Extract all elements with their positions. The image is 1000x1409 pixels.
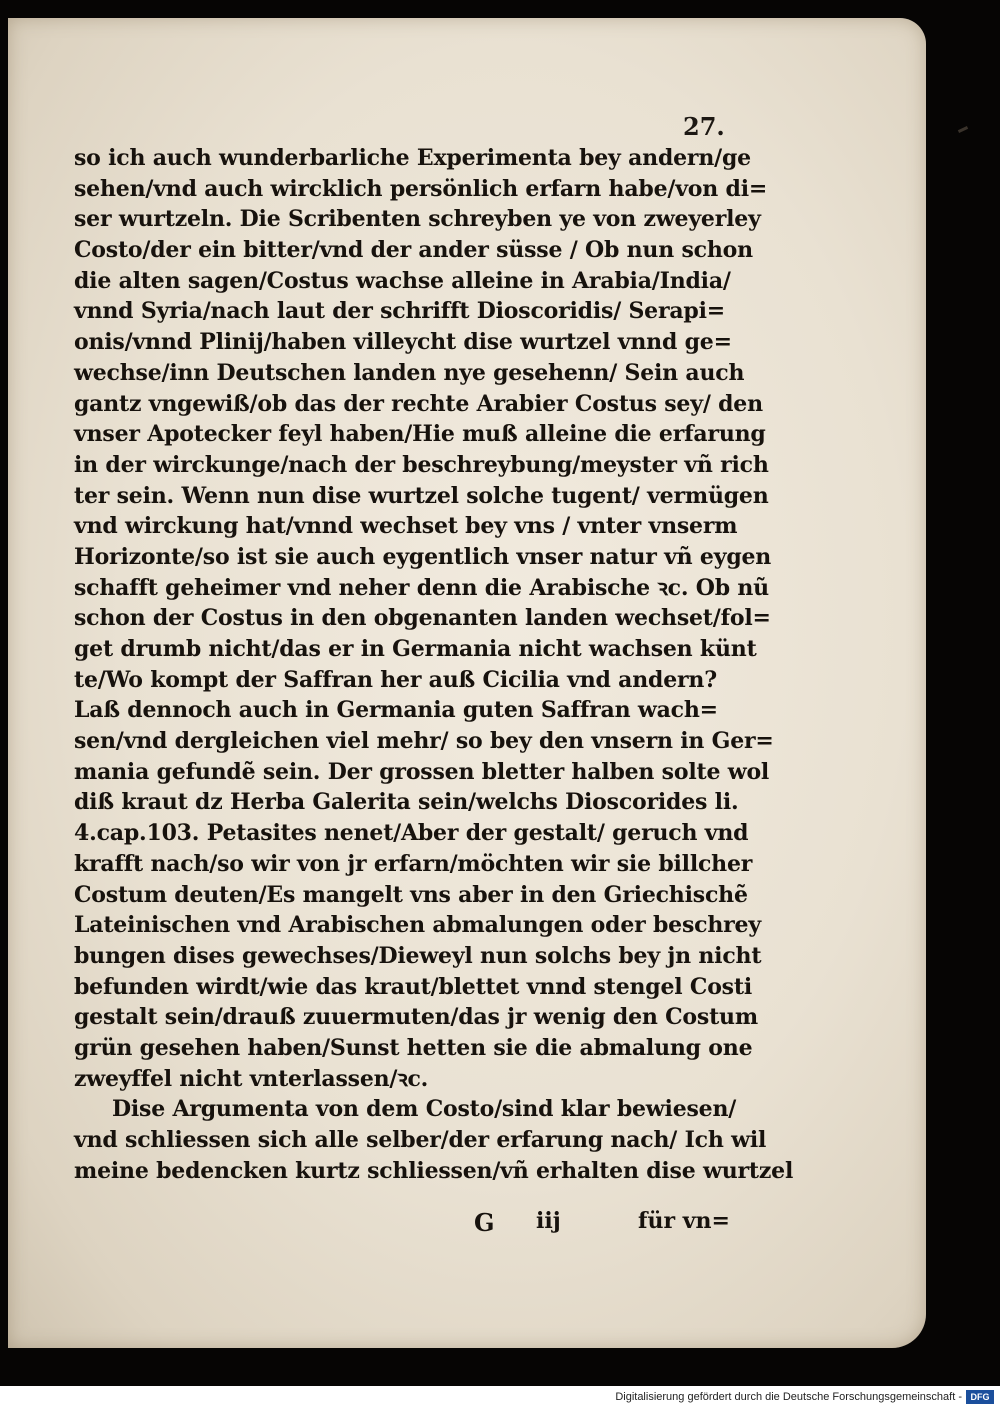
text-line: vnser Apotecker feyl haben/Hie muß alleine die erfarung (74, 421, 766, 448)
text-line: Costo/der ein bitter/vnd der ander süsse / Ob nun schon (74, 237, 753, 264)
text-line: 4.cap.103. Petasites nenet/Aber der gestalt/ geruch vnd (74, 820, 749, 847)
text-line: Dise Argumenta von dem Costo/sind klar bewiesen/ (112, 1096, 737, 1123)
text-line: Laß dennoch auch in Germania guten Saffran wach= (74, 697, 718, 724)
signature-letter: G (474, 1208, 495, 1237)
catchword: für vn= (638, 1208, 730, 1234)
text-line: krafft nach/so wir von jr erfarn/möchten wir sie billcher (74, 850, 753, 877)
text-line: sehen/vnd auch wircklich persönlich erfarn habe/von di= (74, 175, 768, 202)
text-line: die alten sagen/Costus wachse alleine in Arabia/India/ (74, 267, 731, 294)
dfg-logo: DFG (966, 1390, 994, 1404)
text-line: Horizonte/so ist sie auch eygentlich vnser natur vñ eygen (74, 543, 772, 570)
text-line: bungen dises gewechses/Dieweyl nun solchs bey jn nicht (74, 942, 762, 969)
text-line: gantz vngewiß/ob das der rechte Arabier Costus sey/ den (74, 390, 763, 417)
text-line: in der wirckunge/nach der beschreybung/meyster vñ rich (74, 451, 769, 478)
book-page (8, 18, 926, 1348)
text-line: Lateinischen vnd Arabischen abmalungen oder beschrey (74, 912, 761, 939)
text-line: sen/vnd dergleichen viel mehr/ so bey den vnsern in Ger= (74, 728, 774, 755)
text-line: grün gesehen haben/Sunst hetten sie die abmalung one (74, 1034, 753, 1061)
body-text (74, 143, 794, 1186)
text-line: schon der Costus in den obgenanten landen wechset/fol= (74, 605, 771, 632)
page-number: 27. (683, 112, 725, 141)
text-line: schafft geheimer vnd neher denn die Arabische ꝛc. Ob nũ (74, 574, 769, 601)
text-line: vnnd Syria/nach laut der schrifft Dioscoridis/ Serapi= (74, 298, 725, 325)
ink-mark (958, 126, 968, 133)
text-line: get drumb nicht/das er in Germania nicht wachsen künt (74, 636, 757, 662)
text-line: wechse/inn Deutschen landen nye gesehenn/ Sein auch (74, 359, 745, 386)
text-line: zweyffel nicht vnterlassen/ꝛc. (74, 1065, 429, 1092)
signature-number: iij (536, 1208, 561, 1234)
text-line: ter sein. Wenn nun dise wurtzel solche tugent/ vermügen (74, 482, 769, 509)
text-line: onis/vnnd Plinij/haben villeycht dise wurtzel vnnd ge= (74, 329, 732, 356)
credit-bar (0, 1386, 1000, 1409)
text-line: so ich auch wunderbarliche Experimenta bey andern/ge (74, 145, 751, 171)
text-line: vnd wirckung hat/vnnd wechset bey vns / vnter vnserm (74, 513, 738, 540)
text-line: te/Wo kompt der Saffran her auß Cicilia vnd andern? (74, 666, 717, 693)
text-line: vnd schliessen sich alle selber/der erfarung nach/ Ich wil (74, 1127, 767, 1153)
text-line: ser wurtzeln. Die Scribenten schreyben ye von zweyerley (74, 206, 761, 233)
text-line: Costum deuten/Es mangelt vns aber in den Griechischẽ (74, 881, 748, 908)
credit-text: Digitalisierung gefördert durch die Deutsche Forschungsgemeinschaft - (615, 1391, 962, 1403)
text-line: meine bedencken kurtz schliessen/vñ erhalten dise wurtzel (74, 1157, 794, 1184)
text-line: gestalt sein/drauß zuuermuten/das jr wenig den Costum (74, 1004, 758, 1031)
text-line: mania gefundẽ sein. Der grossen bletter halben solte wol (74, 758, 770, 785)
text-line: diß kraut dz Herba Galerita sein/welchs Dioscorides li. (74, 789, 739, 816)
text-line: befunden wirdt/wie das kraut/blettet vnnd stengel Costi (74, 973, 752, 1000)
